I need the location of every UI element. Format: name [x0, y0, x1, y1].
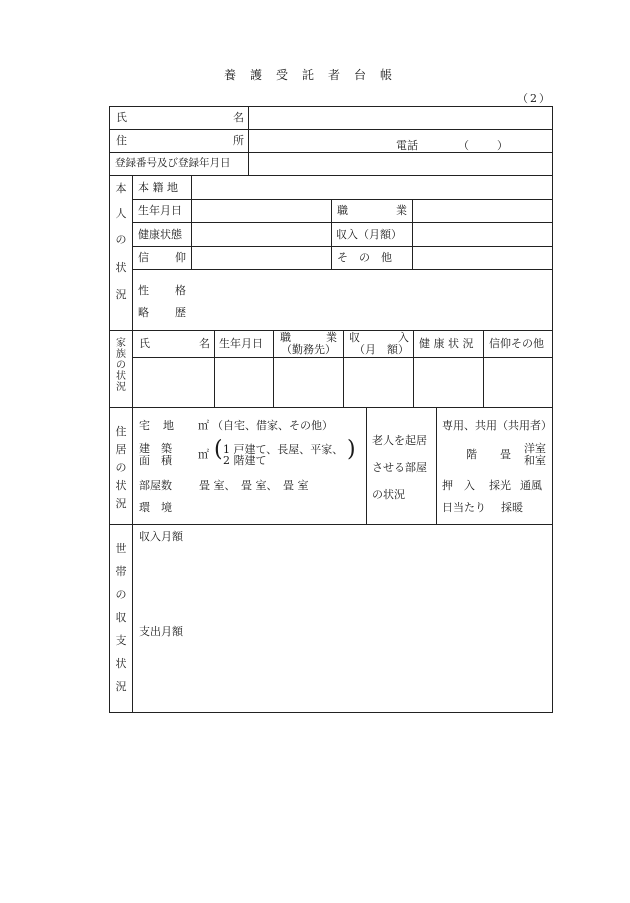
rule [109, 175, 553, 176]
rule [366, 407, 367, 524]
family-col-name-2: 名 [199, 337, 210, 350]
family-col-health: 健 康 状 況 [419, 337, 474, 350]
closet-label: 押 入 [442, 479, 475, 492]
elder-room-label-1: 老人を起居 [372, 434, 427, 447]
household-expense-field[interactable] [190, 620, 552, 712]
registration-label: 登録番号及び登録年月日 [115, 157, 231, 169]
family-col-occupation-1: 職 [280, 331, 291, 344]
rule [412, 199, 413, 270]
area-options-1: 1 戸建て、長屋、平家、 [223, 443, 344, 456]
self-status-section-label: 本 人 の 状 況 [115, 182, 127, 301]
faith-label-2: 仰 [175, 251, 186, 264]
area-bracket-open: ( [214, 437, 223, 462]
japanese-room-label: 和室 [524, 454, 546, 467]
phone-paren-close: ） [497, 139, 508, 152]
family-status-section-label: 家 族 の 状 況 [116, 338, 126, 393]
history-label-2: 歴 [175, 306, 186, 319]
elder-room-label-3: の状況 [372, 488, 405, 501]
rule [132, 269, 553, 270]
phone-paren-open: （ [458, 139, 469, 152]
housing-section-label: 住 居 の 状 況 [115, 425, 127, 510]
income-label: 収入（月額） [336, 228, 402, 241]
family-row[interactable] [133, 358, 552, 406]
heating-label: 採暖 [501, 501, 523, 514]
area-unit: ㎡ [198, 448, 209, 461]
faith-label-1: 信 [138, 251, 149, 264]
family-col-income-1: 収 [349, 331, 360, 344]
rule [132, 246, 553, 247]
household-income-label: 収入月額 [139, 530, 183, 543]
rule [132, 199, 553, 200]
domicile-label: 本 籍 地 [138, 181, 178, 194]
elder-room-label-2: させる部屋 [372, 461, 427, 474]
shared-label: 専用、共用（共用者） [442, 419, 552, 432]
lot-label-2: 地 [163, 419, 174, 432]
family-col-faith: 信仰その他 [489, 337, 544, 350]
rooms-label: 部屋数 [139, 479, 172, 492]
sunlight-label: 日当たり [442, 501, 486, 514]
name-field[interactable] [249, 107, 552, 129]
area-label-2: 面 積 [139, 454, 172, 467]
tatami-label: 畳 [500, 448, 511, 461]
family-col-name-1: 氏 [139, 337, 150, 350]
health-label: 健康状態 [138, 228, 182, 241]
occupation-label-2: 業 [396, 204, 407, 217]
rule [109, 407, 553, 408]
occupation-label-1: 職 [337, 204, 348, 217]
rule [436, 407, 437, 524]
family-col-income-3: （月 額） [354, 343, 409, 356]
birth-date-label: 生年月日 [138, 204, 182, 217]
page-number: （2） [517, 92, 552, 105]
rule [331, 199, 332, 270]
family-col-occupation-3: （勤務先） [281, 343, 336, 356]
household-income-field[interactable] [190, 526, 552, 616]
family-col-birth: 生年月日 [219, 337, 263, 350]
phone-label: 電話 [396, 139, 418, 152]
address-field[interactable] [249, 130, 389, 152]
lot-options: （自宅、借家、その他） [212, 419, 333, 432]
address-label-1: 住 [116, 134, 127, 147]
address-label-2: 所 [233, 134, 244, 147]
rule [191, 175, 192, 270]
household-section-label: 世 帯 の 収 支 状 況 [115, 542, 127, 693]
household-expense-label: 支出月額 [139, 625, 183, 638]
lot-unit: ㎡ [198, 419, 209, 432]
lot-label-1: 宅 [139, 419, 150, 432]
rule [132, 175, 133, 713]
rule [109, 524, 553, 525]
environment-label: 環 境 [139, 501, 172, 514]
registration-field[interactable] [249, 153, 552, 175]
family-col-occupation-2: 業 [326, 331, 337, 344]
other-label: そ の 他 [337, 251, 392, 264]
lighting-label: 採光 [489, 479, 511, 492]
floor-label: 階 [466, 448, 477, 461]
name-label-1: 氏 [116, 111, 127, 124]
family-col-income-2: 入 [398, 331, 409, 344]
name-label-2: 名 [233, 111, 244, 124]
personality-label-1: 性 [138, 284, 149, 297]
area-label-1: 建 築 [139, 442, 172, 455]
history-label-1: 略 [138, 306, 149, 319]
area-options-2: 2 階建て [223, 454, 267, 467]
western-room-label: 洋室 [524, 442, 546, 455]
personality-label-2: 格 [175, 284, 186, 297]
rooms-detail: 畳 室、 畳 室、 畳 室 [199, 479, 309, 492]
area-bracket-close: ) [347, 437, 356, 462]
rule [132, 222, 553, 223]
form-title: 養護受託者台帳 [223, 68, 406, 82]
ventilation-label: 通風 [520, 479, 542, 492]
